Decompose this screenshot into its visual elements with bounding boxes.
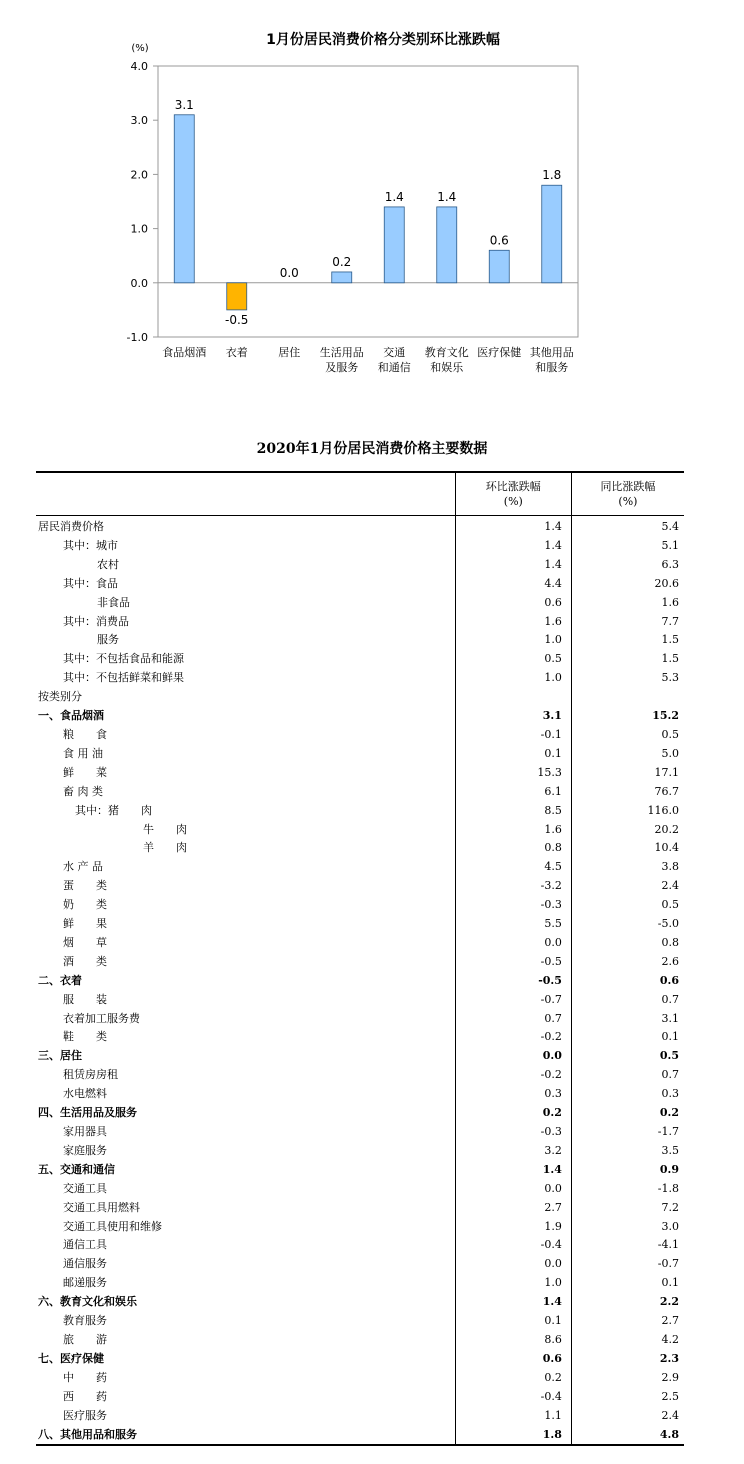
row-yoy-value: 1.5 xyxy=(571,631,684,650)
bar-value-label: 1.4 xyxy=(384,189,404,204)
bar-chart xyxy=(0,0,744,400)
row-yoy-value: 20.6 xyxy=(571,575,684,594)
row-mom-value: 8.5 xyxy=(455,802,571,821)
table-row xyxy=(36,650,684,669)
header-mom-unit: (%) xyxy=(503,495,523,508)
row-yoy-value: 2.7 xyxy=(571,1312,684,1331)
row-mom-value: 0.6 xyxy=(455,1350,571,1369)
header-yoy xyxy=(571,472,684,516)
bar xyxy=(489,250,509,283)
cpi-data-table xyxy=(36,471,684,1446)
row-yoy-value: 4.8 xyxy=(571,1426,684,1446)
row-yoy-value: 0.7 xyxy=(571,991,684,1010)
table-row xyxy=(36,1407,684,1426)
table-row xyxy=(36,613,684,632)
table-row xyxy=(36,1085,684,1104)
row-yoy-value: 5.4 xyxy=(571,516,684,537)
row-label: 五、交通和通信 xyxy=(38,1162,115,1176)
table-row xyxy=(36,972,684,991)
bar xyxy=(332,272,352,283)
row-mom-value xyxy=(455,688,571,707)
row-label: 服务 xyxy=(97,633,119,647)
row-mom-value: 0.1 xyxy=(455,745,571,764)
table-row xyxy=(36,1199,684,1218)
table-row xyxy=(36,802,684,821)
row-mom-value: 1.4 xyxy=(455,556,571,575)
table-row xyxy=(36,953,684,972)
row-yoy-value: 0.3 xyxy=(571,1085,684,1104)
row-mom-value: 1.9 xyxy=(455,1218,571,1237)
row-label: 畜 肉 类 xyxy=(63,784,103,798)
table-row xyxy=(36,1274,684,1293)
row-mom-value: 2.7 xyxy=(455,1199,571,1218)
table-row xyxy=(36,669,684,688)
row-mom-value: 1.4 xyxy=(455,1293,571,1312)
row-yoy-value: 7.7 xyxy=(571,613,684,632)
table-body xyxy=(36,516,684,1446)
row-yoy-value: -1.8 xyxy=(571,1180,684,1199)
row-label: 其中：不包括鲜菜和鲜果 xyxy=(63,671,184,685)
header-blank xyxy=(36,472,455,516)
bar-value-label: 0.0 xyxy=(279,265,299,280)
row-label: 鞋 类 xyxy=(63,1030,107,1044)
bar xyxy=(227,283,247,310)
row-label: 一、食品烟酒 xyxy=(38,709,104,723)
row-yoy-value: 7.2 xyxy=(571,1199,684,1218)
row-yoy-value: 3.0 xyxy=(571,1218,684,1237)
table-row xyxy=(36,896,684,915)
table-row xyxy=(36,1350,684,1369)
header-mom xyxy=(455,472,571,516)
row-mom-value: -0.2 xyxy=(455,1028,571,1047)
row-yoy-value: 0.5 xyxy=(571,896,684,915)
row-label: 二、衣着 xyxy=(38,973,82,987)
row-mom-value: -3.2 xyxy=(455,877,571,896)
row-yoy-value: 2.6 xyxy=(571,953,684,972)
row-label: 通信工具 xyxy=(63,1238,107,1252)
row-mom-value: 15.3 xyxy=(455,764,571,783)
row-mom-value: 0.0 xyxy=(455,934,571,953)
row-mom-value: 1.4 xyxy=(455,537,571,556)
table-row xyxy=(36,1331,684,1350)
table-row xyxy=(36,821,684,840)
row-mom-value: 0.8 xyxy=(455,839,571,858)
row-label: 三、居住 xyxy=(38,1049,82,1063)
row-yoy-value: 5.3 xyxy=(571,669,684,688)
x-category-label: 生活用品 xyxy=(319,346,364,359)
row-yoy-value: 0.7 xyxy=(571,1066,684,1085)
row-yoy-value: 0.5 xyxy=(571,726,684,745)
row-label: 邮递服务 xyxy=(63,1276,107,1290)
x-category-label: 和服务 xyxy=(535,361,569,374)
table-row xyxy=(36,1028,684,1047)
table-row xyxy=(36,1010,684,1029)
row-mom-value: 3.1 xyxy=(455,707,571,726)
row-yoy-value: 2.9 xyxy=(571,1369,684,1388)
table-row xyxy=(36,707,684,726)
table-header-row xyxy=(36,472,684,516)
row-mom-value: 1.0 xyxy=(455,631,571,650)
header-yoy-label: 同比涨跌幅 xyxy=(600,480,656,493)
y-tick-label: 1.0 xyxy=(130,222,148,236)
row-label: 家庭服务 xyxy=(63,1143,107,1157)
row-yoy-value: 0.5 xyxy=(571,1047,684,1066)
table-row xyxy=(36,631,684,650)
row-label: 交通工具 xyxy=(63,1181,107,1195)
bar-value-label: 1.8 xyxy=(542,168,562,183)
row-label: 衣着加工服务费 xyxy=(63,1011,140,1025)
table-row xyxy=(36,783,684,802)
row-yoy-value: 0.8 xyxy=(571,934,684,953)
row-yoy-value: 3.8 xyxy=(571,858,684,877)
row-mom-value: 0.0 xyxy=(455,1047,571,1066)
table-row xyxy=(36,1161,684,1180)
bar-value-label: 0.6 xyxy=(489,233,509,248)
row-mom-value: 0.0 xyxy=(455,1180,571,1199)
table-row xyxy=(36,764,684,783)
row-label: 教育服务 xyxy=(63,1314,107,1328)
bar-value-label: 0.2 xyxy=(332,254,352,269)
row-label: 其中：城市 xyxy=(63,538,118,552)
row-yoy-value xyxy=(571,688,684,707)
row-yoy-value: -4.1 xyxy=(571,1236,684,1255)
plot-frame xyxy=(158,66,578,337)
x-category-label: 医疗保健 xyxy=(477,346,522,359)
row-yoy-value: 15.2 xyxy=(571,707,684,726)
row-mom-value: -0.5 xyxy=(455,953,571,972)
row-label: 鲜 果 xyxy=(63,917,107,931)
x-category-label: 居住 xyxy=(278,346,301,359)
table-row xyxy=(36,858,684,877)
table-row xyxy=(36,934,684,953)
row-yoy-value: 6.3 xyxy=(571,556,684,575)
header-mom-label: 环比涨跌幅 xyxy=(485,480,541,493)
bar-value-label: 3.1 xyxy=(174,97,194,112)
row-mom-value: 0.7 xyxy=(455,1010,571,1029)
table-row xyxy=(36,1066,684,1085)
row-mom-value: 3.2 xyxy=(455,1142,571,1161)
row-label: 医疗服务 xyxy=(63,1408,107,1422)
row-label: 通信服务 xyxy=(63,1257,107,1271)
row-yoy-value: 20.2 xyxy=(571,821,684,840)
x-category-label: 交通 xyxy=(383,346,406,359)
table-row xyxy=(36,1142,684,1161)
table-row xyxy=(36,991,684,1010)
row-label: 农村 xyxy=(97,557,119,571)
table-row xyxy=(36,839,684,858)
row-mom-value: 4.4 xyxy=(455,575,571,594)
row-mom-value: -0.7 xyxy=(455,991,571,1010)
row-label: 西 药 xyxy=(63,1389,107,1403)
row-yoy-value: 0.2 xyxy=(571,1104,684,1123)
row-yoy-value: 5.0 xyxy=(571,745,684,764)
table-row xyxy=(36,1255,684,1274)
row-mom-value: -0.4 xyxy=(455,1236,571,1255)
row-mom-value: 1.1 xyxy=(455,1407,571,1426)
table-row xyxy=(36,1218,684,1237)
x-category-label: 和娱乐 xyxy=(430,361,464,374)
row-yoy-value: -5.0 xyxy=(571,915,684,934)
x-category-label: 其他用品 xyxy=(529,346,574,359)
row-yoy-value: 10.4 xyxy=(571,839,684,858)
row-mom-value: 1.0 xyxy=(455,1274,571,1293)
row-mom-value: 0.1 xyxy=(455,1312,571,1331)
row-label: 粮 食 xyxy=(63,727,107,741)
table-row xyxy=(36,877,684,896)
row-label: 水电燃料 xyxy=(63,1087,107,1101)
row-yoy-value: 2.2 xyxy=(571,1293,684,1312)
row-mom-value: 8.6 xyxy=(455,1331,571,1350)
row-label: 交通工具用燃料 xyxy=(63,1200,140,1214)
table-row xyxy=(36,556,684,575)
chart-title: 1月份居民消费价格分类别环比涨跌幅 xyxy=(266,32,500,48)
table-row xyxy=(36,537,684,556)
row-mom-value: -0.2 xyxy=(455,1066,571,1085)
bar xyxy=(384,207,404,283)
row-label: 食 用 油 xyxy=(63,746,103,760)
bar xyxy=(174,115,194,283)
table-row xyxy=(36,1293,684,1312)
row-yoy-value: 116.0 xyxy=(571,802,684,821)
x-axis-labels xyxy=(162,345,574,374)
table-row xyxy=(36,1388,684,1407)
row-mom-value: 4.5 xyxy=(455,858,571,877)
row-yoy-value: 2.5 xyxy=(571,1388,684,1407)
row-label: 家用器具 xyxy=(63,1125,107,1138)
row-mom-value: 0.0 xyxy=(455,1255,571,1274)
row-yoy-value: 3.1 xyxy=(571,1010,684,1029)
row-mom-value: 1.8 xyxy=(455,1426,571,1446)
row-yoy-value: 0.1 xyxy=(571,1274,684,1293)
row-yoy-value: 1.5 xyxy=(571,650,684,669)
x-category-label: 和通信 xyxy=(377,361,411,374)
row-label: 奶 类 xyxy=(63,898,107,912)
row-label: 旅 游 xyxy=(63,1332,107,1346)
table-row xyxy=(36,575,684,594)
row-mom-value: 5.5 xyxy=(455,915,571,934)
row-label: 其中：猪 肉 xyxy=(75,803,152,817)
table-row xyxy=(36,516,684,537)
row-label: 按类别分 xyxy=(38,690,82,704)
row-yoy-value: 76.7 xyxy=(571,783,684,802)
x-category-label: 衣着 xyxy=(225,346,248,359)
row-yoy-value: 0.6 xyxy=(571,972,684,991)
row-yoy-value: 4.2 xyxy=(571,1331,684,1350)
row-label: 其中：消费品 xyxy=(63,614,129,628)
table-row xyxy=(36,745,684,764)
row-yoy-value: 2.4 xyxy=(571,1407,684,1426)
y-tick-label: 2.0 xyxy=(130,168,148,182)
row-label: 服 装 xyxy=(63,992,107,1006)
row-label: 牛 肉 xyxy=(143,822,187,836)
table-title: 2020年1月份居民消费价格主要数据 xyxy=(256,441,488,457)
table-row xyxy=(36,915,684,934)
x-category-label: 及服务 xyxy=(325,361,359,374)
row-mom-value: 6.1 xyxy=(455,783,571,802)
bar xyxy=(437,207,457,283)
y-tick-label: 3.0 xyxy=(130,114,148,128)
row-label: 水 产 品 xyxy=(63,860,103,874)
row-yoy-value: 3.5 xyxy=(571,1142,684,1161)
row-label: 鲜 菜 xyxy=(63,765,107,779)
y-axis-unit: (%) xyxy=(131,43,149,54)
table-row xyxy=(36,1180,684,1199)
row-label: 居民消费价格 xyxy=(38,520,104,533)
bars xyxy=(174,115,562,310)
row-label: 八、其他用品和服务 xyxy=(36,1426,455,1446)
row-label: 非食品 xyxy=(97,595,130,609)
row-label: 交通工具使用和维修 xyxy=(63,1219,162,1233)
x-category-label: 食品烟酒 xyxy=(162,346,207,359)
row-mom-value: -0.3 xyxy=(455,1123,571,1142)
row-yoy-value: 5.1 xyxy=(571,537,684,556)
table-row xyxy=(36,1312,684,1331)
y-tick-label: 0.0 xyxy=(130,276,148,290)
row-mom-value: 1.4 xyxy=(455,516,571,537)
row-yoy-value: -0.7 xyxy=(571,1255,684,1274)
table-row xyxy=(36,726,684,745)
row-label: 七、医疗保健 xyxy=(38,1351,104,1365)
row-yoy-value: 0.1 xyxy=(571,1028,684,1047)
row-label: 羊 肉 xyxy=(143,841,187,855)
row-mom-value: -0.5 xyxy=(455,972,571,991)
row-label: 六、教育文化和娱乐 xyxy=(38,1295,137,1309)
bar-value-label: 1.4 xyxy=(437,189,457,204)
row-mom-value: 1.6 xyxy=(455,821,571,840)
row-label: 酒 类 xyxy=(63,954,107,968)
row-mom-value: 0.2 xyxy=(455,1104,571,1123)
row-label: 其中：食品 xyxy=(63,576,118,590)
table-row xyxy=(36,1047,684,1066)
row-mom-value: 1.6 xyxy=(455,613,571,632)
row-mom-value: -0.1 xyxy=(455,726,571,745)
row-mom-value: -0.4 xyxy=(455,1388,571,1407)
table-row xyxy=(36,594,684,613)
bar-value-label: -0.5 xyxy=(225,312,249,327)
row-yoy-value: 2.4 xyxy=(571,877,684,896)
row-mom-value: -0.3 xyxy=(455,896,571,915)
table-row xyxy=(36,1369,684,1388)
row-yoy-value: -1.7 xyxy=(571,1123,684,1142)
row-yoy-value: 2.3 xyxy=(571,1350,684,1369)
row-label: 烟 草 xyxy=(63,935,107,949)
row-yoy-value: 0.9 xyxy=(571,1161,684,1180)
row-yoy-value: 17.1 xyxy=(571,764,684,783)
bar xyxy=(542,185,562,283)
row-label: 四、生活用品及服务 xyxy=(38,1106,137,1120)
row-mom-value: 0.6 xyxy=(455,594,571,613)
row-mom-value: 0.5 xyxy=(455,650,571,669)
row-mom-value: 0.2 xyxy=(455,1369,571,1388)
row-yoy-value: 1.6 xyxy=(571,594,684,613)
table-row xyxy=(36,1123,684,1142)
row-label: 其中：不包括食品和能源 xyxy=(63,652,184,666)
table-row xyxy=(36,1426,684,1446)
table-row xyxy=(36,688,684,707)
y-tick-label: 4.0 xyxy=(130,60,148,73)
y-axis-ticks xyxy=(127,60,158,344)
row-mom-value: 1.0 xyxy=(455,669,571,688)
table-row xyxy=(36,1104,684,1123)
row-mom-value: 1.4 xyxy=(455,1161,571,1180)
row-label: 中 药 xyxy=(63,1370,107,1384)
header-yoy-unit: (%) xyxy=(618,495,638,508)
row-label: 蛋 类 xyxy=(63,879,107,893)
table-row xyxy=(36,1236,684,1255)
row-label: 租赁房房租 xyxy=(63,1068,118,1082)
row-mom-value: 0.3 xyxy=(455,1085,571,1104)
x-category-label: 教育文化 xyxy=(424,346,469,359)
y-tick-label: -1.0 xyxy=(126,331,148,344)
